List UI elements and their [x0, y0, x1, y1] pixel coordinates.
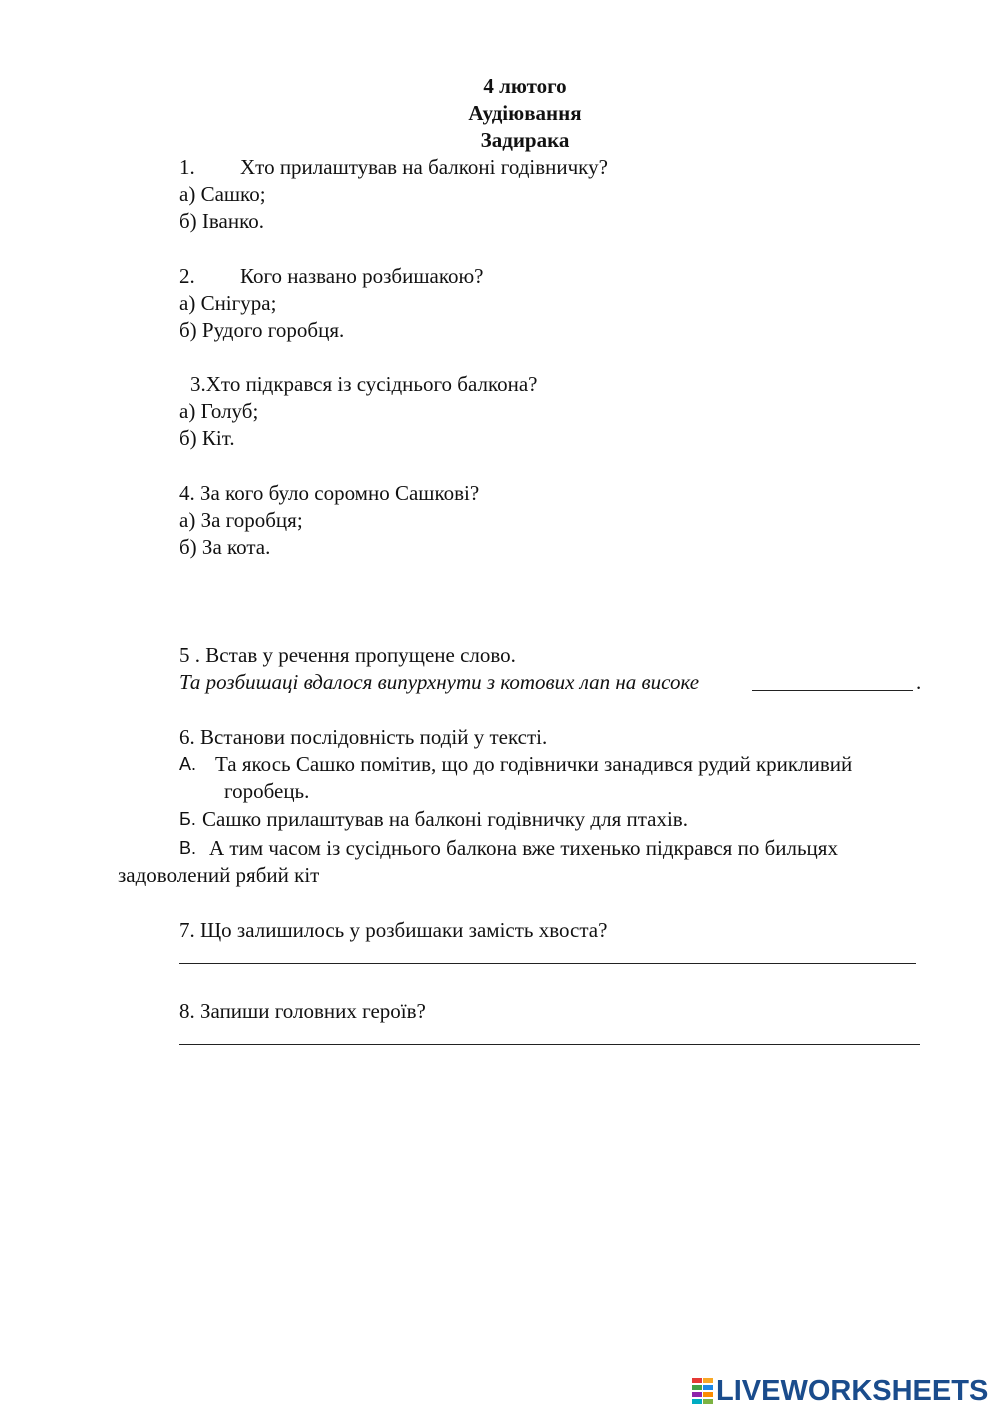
- header-date: 4 лютого: [483, 74, 567, 98]
- question-4-option-a[interactable]: а) За горобця;: [179, 508, 303, 532]
- question-1-option-b[interactable]: б) Іванко.: [179, 209, 265, 233]
- question-2-text: Кого названо розбишакою?: [240, 264, 484, 288]
- question-4-option-b[interactable]: б) За кота.: [179, 535, 271, 559]
- question-2-number: 2.: [179, 264, 195, 288]
- question-3-text: 3.Хто підкрався із сусіднього балкона?: [190, 372, 538, 396]
- question-8-text: 8. Запиши головних героїв?: [179, 999, 426, 1023]
- question-7-text: 7. Що залишилось у розбишаки замість хвоста?: [179, 918, 608, 942]
- question-5-text: 5 . Встав у речення пропущене слово.: [179, 643, 516, 667]
- liveworksheets-logo-icon: [692, 1378, 714, 1404]
- event-item-a-text-line1: Та якось Сашко помітив, що до годівнички занадився рудий крикливий: [215, 752, 853, 776]
- question-1-number: 1.: [179, 155, 195, 179]
- event-item-a-text-line2: горобець.: [224, 779, 310, 803]
- question-7-answer-line[interactable]: [179, 963, 916, 964]
- question-8-answer-line[interactable]: [179, 1044, 920, 1045]
- question-1-text: Хто прилаштував на балконі годівничку?: [240, 155, 608, 179]
- worksheet-title: Задирака: [480, 128, 570, 152]
- question-1-option-a[interactable]: а) Сашко;: [179, 182, 266, 206]
- question-3-option-b[interactable]: б) Кіт.: [179, 426, 235, 450]
- question-6-text: 6. Встанови послідовність подій у тексті.: [179, 725, 548, 749]
- event-item-b-text: Сашко прилаштував на балконі годівничку для птахів.: [202, 807, 688, 831]
- event-item-b-marker: Б.: [179, 809, 196, 829]
- question-3-option-a[interactable]: а) Голуб;: [179, 399, 259, 423]
- question-4-text: 4. За кого було соромно Сашкові?: [179, 481, 480, 505]
- liveworksheets-logo-text: LIVEWORKSHEETS: [716, 1375, 989, 1407]
- event-item-c-marker: В.: [179, 838, 197, 858]
- question-2-option-a[interactable]: а) Снігура;: [179, 291, 277, 315]
- header-section: Аудіювання: [468, 101, 582, 125]
- question-5-answer-blank[interactable]: [752, 690, 913, 691]
- question-2-option-b[interactable]: б) Рудого горобця.: [179, 318, 345, 342]
- question-5-sentence-end: .: [916, 670, 922, 694]
- event-item-c-text-line2: задоволений рябий кіт: [118, 863, 320, 887]
- question-5-sentence: Та розбишаці вдалося випурхнути з котових лап на високе: [179, 670, 700, 694]
- event-item-a-marker: А.: [179, 754, 197, 774]
- event-item-c-text-line1: А тим часом із сусіднього балкона вже тихенько підкрався по бильцях: [209, 836, 838, 860]
